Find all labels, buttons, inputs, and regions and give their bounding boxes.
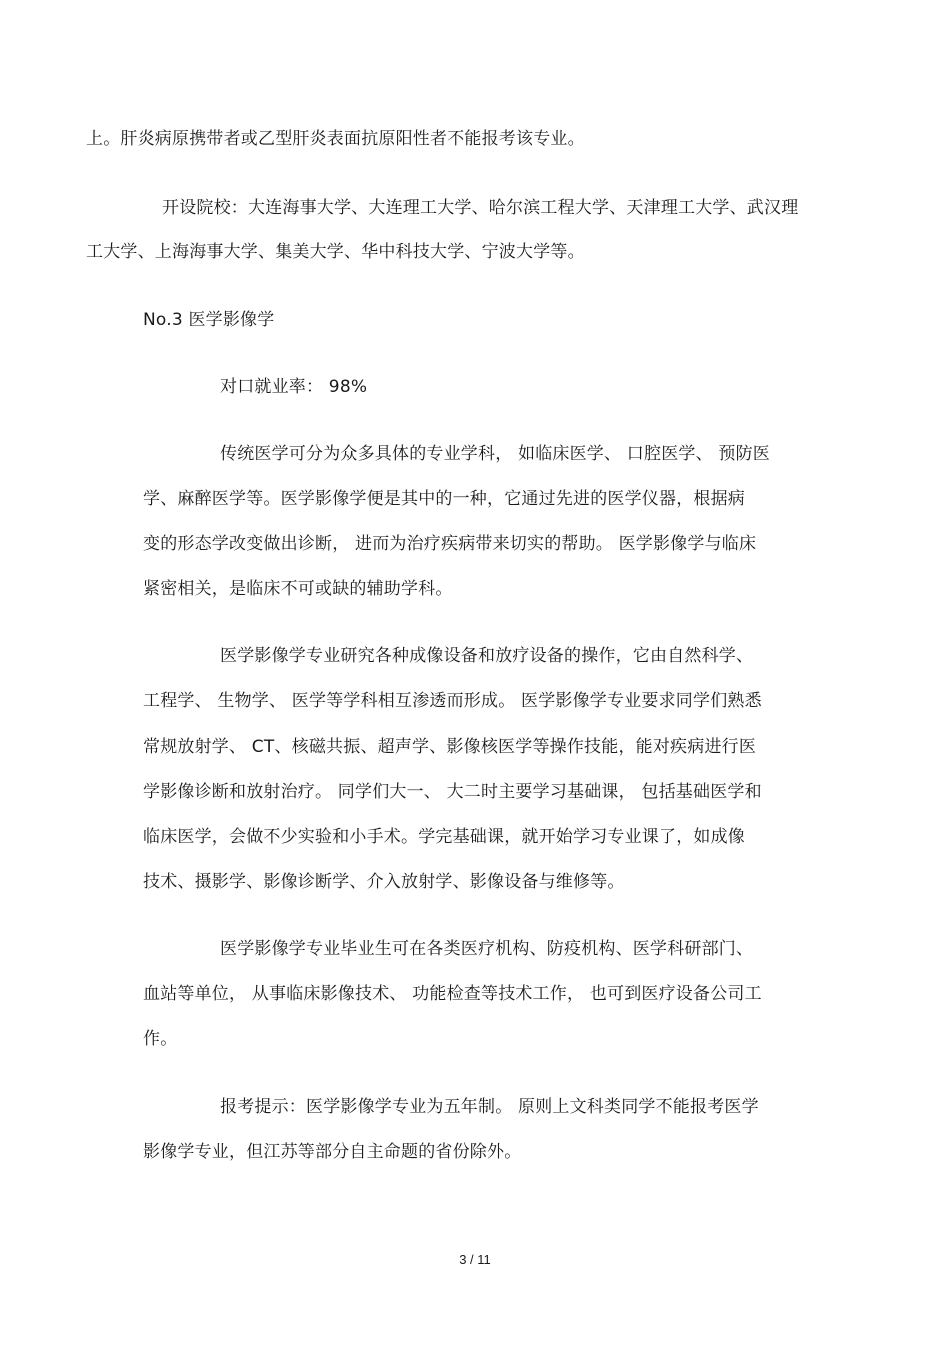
text-line-1: 上。肝炎病原携带者或乙型肝炎表面抗原阳性者不能报考该专业。 [86, 129, 585, 149]
text-line-12: 常规放射学、 CT、核磁共振、超声学、影像核医学等操作技能，能对疾病进行医 [143, 737, 757, 757]
text-line-16: 医学影像学专业毕业生可在各类医疗机构、防疫机构、医学科研部门、 [220, 939, 754, 959]
text-line-10: 医学影像学专业研究各种成像设备和放疗设备的操作，它由自然科学、 [220, 646, 754, 666]
section-heading: No.3 医学影像学 [143, 310, 275, 330]
text-line-8: 变的形态学改变做出诊断， 进而为治疗疾病带来切实的帮助。 医学影像学与临床 [143, 534, 757, 554]
text-line-6: 传统医学可分为众多具体的专业学科， 如临床医学、 口腔医学、 预防医 [220, 444, 771, 464]
text-line-14: 临床医学，会做不少实验和小手术。学完基础课，就开始学习专业课了，如成像 [143, 827, 745, 847]
text-line-17: 血站等单位， 从事临床影像技术、 功能检查等技术工作， 也可到医疗设备公司工 [143, 984, 762, 1004]
text-line-7: 学、麻醉医学等。医学影像学便是其中的一种，它通过先进的医学仪器，根据病 [143, 489, 745, 509]
text-line-9: 紧密相关，是临床不可或缺的辅助学科。 [143, 579, 453, 599]
text-line-11: 工程学、 生物学、 医学等学科相互渗透而形成。 医学影像学专业要求同学们熟悉 [143, 691, 762, 711]
text-line-15: 技术、摄影学、影像诊断学、介入放射学、影像设备与维修等。 [143, 872, 625, 892]
text-line-2: 开设院校：大连海事大学、大连理工大学、哈尔滨工程大学、天津理工大学、武汉理 [162, 198, 799, 218]
text-line-3: 工大学、上海海事大学、集美大学、华中科技大学、宁波大学等。 [86, 242, 585, 262]
text-line-20: 影像学专业，但江苏等部分自主命题的省份除外。 [143, 1142, 522, 1162]
text-line-13: 学影像诊断和放射治疗。 同学们大一、 大二时主要学习基础课， 包括基础医学和 [143, 782, 762, 802]
text-line-19: 报考提示：医学影像学专业为五年制。 原则上文科类同学不能报考医学 [220, 1097, 759, 1117]
employment-rate: 对口就业率： 98% [220, 377, 368, 397]
page-number: 3 / 11 [459, 1252, 491, 1267]
text-line-18: 作。 [143, 1029, 178, 1049]
